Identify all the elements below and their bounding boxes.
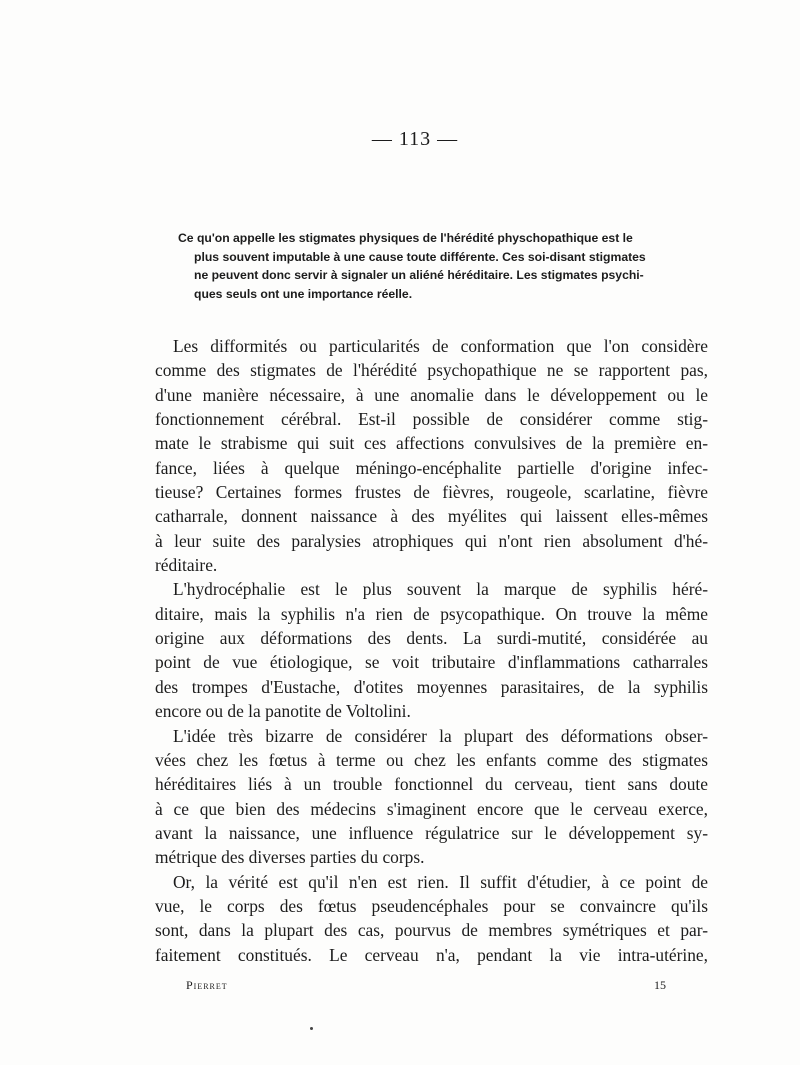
body-text [155, 334, 708, 967]
summary-line: plus souvent imputable à une cause toute différente. Ces soi-disant stigmates [194, 249, 646, 264]
paragraph-line: encore ou de la panotite de Voltolini. [155, 701, 411, 722]
page-footer [186, 978, 666, 993]
printer-signature: Pierret [186, 978, 228, 992]
paragraph-line: à leur suite des paralysies atrophiques qui n'ont rien absolument d'hé- [155, 530, 708, 551]
paragraph [155, 870, 708, 967]
paragraph-line: ditaire, mais la syphilis n'a rien de psycopathique. On trouve la même [155, 603, 708, 624]
paragraph [155, 724, 708, 870]
paragraph-line: catharrale, donnent naissance à des myélites qui laissent elles-mêmes [155, 506, 708, 527]
paragraph-line: vue, le corps des fœtus pseudencéphales pour se convaincre qu'ils [155, 895, 708, 916]
paragraph-line: fance, liées à quelque méningo-encéphalite partielle d'origine infec- [155, 457, 708, 478]
summary-line: ques seuls ont une importance réelle. [194, 286, 413, 301]
paragraph-line: vées chez les fœtus à terme ou chez les enfants comme des stigmates [155, 749, 708, 770]
paragraph-line: tieuse? Certaines formes frustes de fièvres, rougeole, scarlatine, fièvre [155, 482, 708, 503]
paragraph-line: comme des stigmates de l'hérédité psychopathique ne se rapportent pas, [155, 360, 708, 381]
paragraph-line: Or, la vérité est qu'il n'en est rien. Il suffit d'étudier, à ce point de [173, 871, 708, 892]
paragraph-line: héréditaires liés à un trouble fonctionnel du cerveau, tient sans doute [155, 774, 708, 795]
paragraph [155, 334, 708, 577]
paragraph-line: L'hydrocéphalie est le plus souvent la marque de syphilis héré- [173, 579, 708, 600]
paragraph-line: sont, dans la plupart des cas, pourvus de membres symétriques et par- [155, 920, 708, 941]
paragraph-line: mate le strabisme qui suit ces affections convulsives de la première en- [155, 433, 708, 454]
summary-line: ne peuvent donc servir à signaler un aliéné héréditaire. Les stigmates psychi- [194, 268, 644, 282]
paragraph-line: des trompes d'Eustache, d'otites moyennes parasitaires, de la syphilis [155, 676, 708, 697]
paragraph-line: fonctionnement cérébral. Est-il possible de considérer comme stig- [155, 409, 708, 430]
paragraph-line: réditaire. [155, 555, 218, 576]
paragraph-line: origine aux déformations des dents. La surdi-mutité, considérée au [155, 628, 708, 649]
paragraph-line: Les difformités ou particularités de conformation que l'on considère [173, 336, 708, 356]
paragraph-line: d'une manière nécessaire, à une anomalie dans le développement ou le [155, 384, 708, 405]
summary-line: Ce qu'on appelle les stigmates physiques de l'hérédité physchopathique est le [178, 231, 633, 245]
page-number: — 113 — [371, 128, 459, 150]
chapter-summary [178, 229, 674, 303]
sheet-number: 15 [654, 978, 666, 992]
paragraph-line: à ce que bien des médecins s'imaginent encore que le cerveau exerce, [155, 798, 708, 819]
paragraph-line: avant la naissance, une influence régulatrice sur le développement sy- [155, 822, 708, 843]
paragraph-line: faitement constitués. Le cerveau n'a, pendant la vie intra-utérine, [155, 944, 708, 965]
paragraph-line: point de vue étiologique, se voit tributaire d'inflammations catharrales [155, 652, 708, 673]
paragraph-line: métrique des diverses parties du corps. [155, 847, 425, 868]
paragraph-line: L'idée très bizarre de considérer la plupart des déformations obser- [173, 725, 708, 746]
print-speck [310, 1027, 313, 1030]
paragraph [155, 577, 708, 723]
